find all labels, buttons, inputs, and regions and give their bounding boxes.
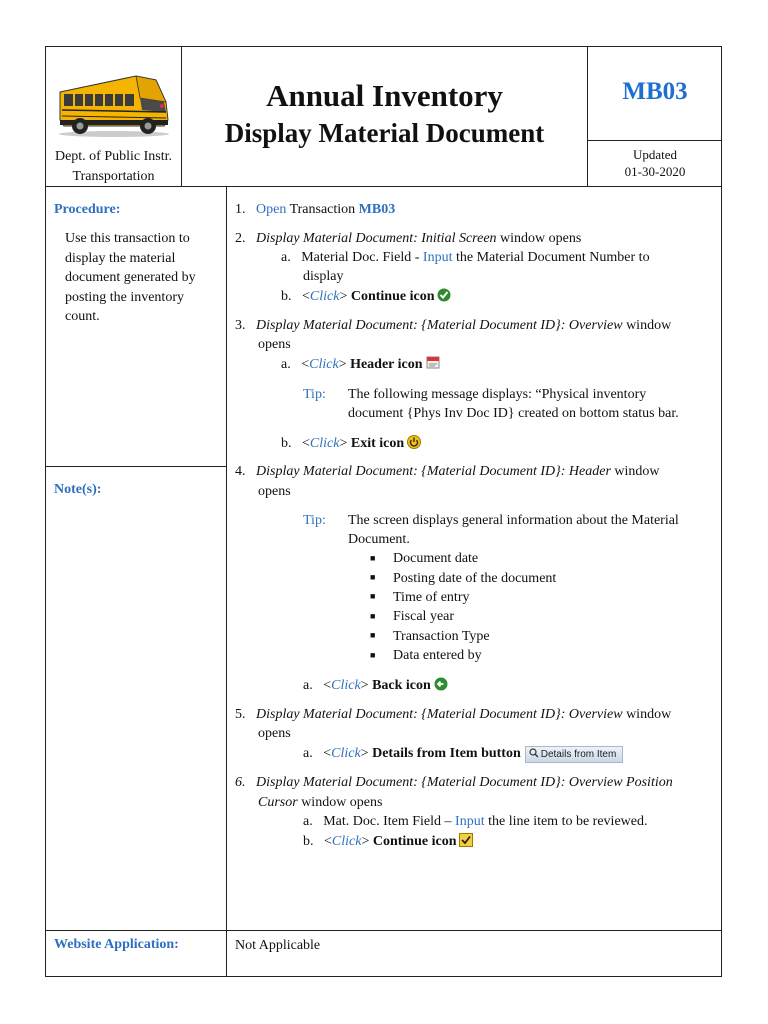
bullet-icon: ■	[370, 591, 376, 601]
page-title: Annual Inventory	[266, 78, 503, 113]
dept-name	[46, 147, 181, 187]
step-6	[235, 773, 673, 793]
bracket: <	[302, 436, 310, 451]
step-text: window	[622, 318, 672, 333]
click-link[interactable]: Click	[309, 436, 340, 451]
back-icon	[434, 677, 448, 691]
step-3a	[281, 355, 440, 375]
step-4a	[303, 676, 448, 696]
list-item: Fiscal year	[393, 609, 455, 624]
step-3	[235, 316, 671, 336]
window-name: Display Material Document: {Material Document ID}: Overview	[256, 318, 623, 333]
step-text: Transaction	[286, 202, 359, 217]
bullet-icon: ■	[370, 630, 376, 640]
procedure-text	[65, 229, 220, 327]
step-2b	[281, 287, 451, 307]
click-link[interactable]: Click	[331, 746, 361, 761]
bullet-icon: ■	[370, 611, 376, 621]
updated-label: Updated	[632, 147, 678, 162]
bullet-icon: ■	[370, 572, 376, 582]
window-name: Display Material Document: Initial Screen	[256, 231, 497, 246]
bracket: >	[361, 834, 373, 849]
step-5	[235, 705, 671, 725]
step-2	[235, 229, 581, 249]
website-label: Website Application:	[54, 937, 179, 952]
tip-text: document {Phys Inv Doc ID} created on bottom status bar.	[348, 406, 679, 421]
green-check-icon	[437, 288, 451, 302]
input-link[interactable]: Input	[455, 814, 485, 829]
window-name: Display Material Document: {Material Document ID}: Header	[256, 464, 611, 479]
list-item: Time of entry	[393, 590, 470, 605]
step-text: window	[610, 464, 660, 479]
step-3b	[281, 434, 421, 454]
bullet-icon: ■	[370, 650, 376, 660]
step-text: the Material Document Number to	[452, 250, 650, 265]
list-item: Transaction Type	[393, 629, 490, 644]
dept-line-2: Transportation	[72, 169, 155, 184]
step-number: 1.	[235, 202, 246, 217]
bracket: >	[339, 289, 351, 304]
bracket: <	[302, 289, 310, 304]
step-2a-cont: display	[303, 269, 344, 284]
substep-letter: a.	[281, 357, 291, 372]
click-link[interactable]: Click	[331, 678, 361, 693]
substep-letter: b.	[281, 436, 292, 451]
notes-label: Note(s):	[54, 482, 102, 497]
school-bus-icon	[56, 70, 172, 138]
code-box-divider	[587, 140, 722, 141]
step-3-cont: opens	[258, 337, 291, 352]
step-5-cont: opens	[258, 726, 291, 741]
procedure-label: Procedure:	[54, 202, 121, 217]
list-item: Data entered by	[393, 648, 482, 663]
exit-icon-label: Exit icon	[350, 436, 405, 451]
bracket: <	[324, 834, 332, 849]
substep-letter: b.	[303, 834, 314, 849]
header-divider-left	[181, 46, 182, 186]
step-text: window opens	[297, 795, 383, 810]
list-item: Document date	[393, 551, 479, 566]
procedure-line: document generated by	[65, 270, 196, 285]
tip-text: The screen displays general information about the Material	[348, 513, 679, 528]
header-icon-label: Header icon	[350, 357, 423, 372]
step-6-cont	[258, 793, 382, 813]
window-name: Display Material Document: {Material Document ID}: Overview	[256, 707, 623, 722]
input-link[interactable]: Input	[422, 250, 453, 265]
bullet-icon: ■	[370, 553, 376, 563]
page-subtitle: Display Material Document	[224, 118, 545, 148]
substep-letter: a.	[303, 678, 313, 693]
step-text: the line item to be reviewed.	[484, 814, 648, 829]
step-text: window opens	[496, 231, 582, 246]
transaction-code: MB03	[622, 78, 688, 105]
website-value: Not Applicable	[235, 938, 321, 953]
step-1	[235, 200, 395, 220]
tip-text: The following message displays: “Physical inventory	[348, 387, 647, 402]
details-from-item-button[interactable]	[525, 746, 624, 763]
bracket: <	[323, 746, 332, 761]
substep-letter: a.	[281, 250, 291, 265]
step-6b	[303, 832, 473, 852]
continue-icon-label: Continue icon	[372, 834, 457, 849]
continue-icon-label: Continue icon	[350, 289, 435, 304]
window-name: Cursor	[258, 795, 298, 810]
header-icon	[426, 356, 440, 370]
step-number: 2.	[235, 231, 246, 246]
dept-line-1: Dept. of Public Instr.	[54, 149, 173, 164]
updated-box	[588, 146, 722, 180]
procedure-line: count.	[65, 309, 100, 324]
magnifier-icon	[529, 748, 539, 758]
tip-text: Document.	[348, 532, 410, 547]
procedure-line: posting the inventory	[65, 289, 184, 305]
updated-date: 01-30-2020	[624, 164, 686, 179]
details-button-label: Details from Item button	[372, 746, 521, 761]
details-button-text: Details from Item	[540, 749, 617, 760]
step-number: 6.	[235, 775, 246, 790]
click-link[interactable]: Click	[309, 289, 340, 304]
step-4	[235, 462, 660, 482]
step-text: Mat. Doc. Item Field –	[323, 814, 456, 829]
procedure-line: Use this transaction to	[65, 231, 190, 246]
step-number: 5.	[235, 707, 246, 722]
bracket: >	[339, 436, 351, 451]
website-divider	[45, 930, 722, 931]
tip-label: Tip:	[303, 513, 326, 528]
substep-letter: b.	[281, 289, 292, 304]
bracket: >	[360, 746, 373, 761]
step-text: window	[622, 707, 672, 722]
step-number: 3.	[235, 318, 246, 333]
transaction-code-inline: MB03	[358, 202, 396, 217]
step-number: 4.	[235, 464, 246, 479]
tip-label: Tip:	[303, 387, 326, 402]
substep-letter: a.	[303, 814, 313, 829]
procedure-line: display the material	[65, 250, 176, 266]
back-icon-label: Back icon	[372, 678, 431, 693]
click-link[interactable]: Click	[331, 834, 362, 849]
exit-icon	[407, 435, 421, 449]
click-link[interactable]: Click	[309, 357, 339, 372]
step-4-cont: opens	[258, 484, 291, 499]
substep-letter: a.	[303, 746, 313, 761]
school-bus-logo	[56, 70, 172, 138]
notes-divider	[45, 466, 226, 467]
bracket: >	[338, 357, 351, 372]
bracket: <	[301, 357, 310, 372]
list-item: Posting date of the document	[393, 571, 557, 586]
step-text: Material Doc. Field -	[301, 250, 423, 265]
step-6a	[303, 812, 647, 832]
step-2a	[281, 248, 650, 268]
step-5a	[303, 744, 623, 764]
yellow-check-icon	[459, 833, 473, 847]
column-divider	[226, 186, 227, 977]
open-link[interactable]: Open	[256, 202, 287, 217]
window-name: Display Material Document: {Material Document ID}: Overview Position	[256, 775, 673, 790]
bracket: >	[360, 678, 373, 693]
bracket: <	[323, 678, 332, 693]
